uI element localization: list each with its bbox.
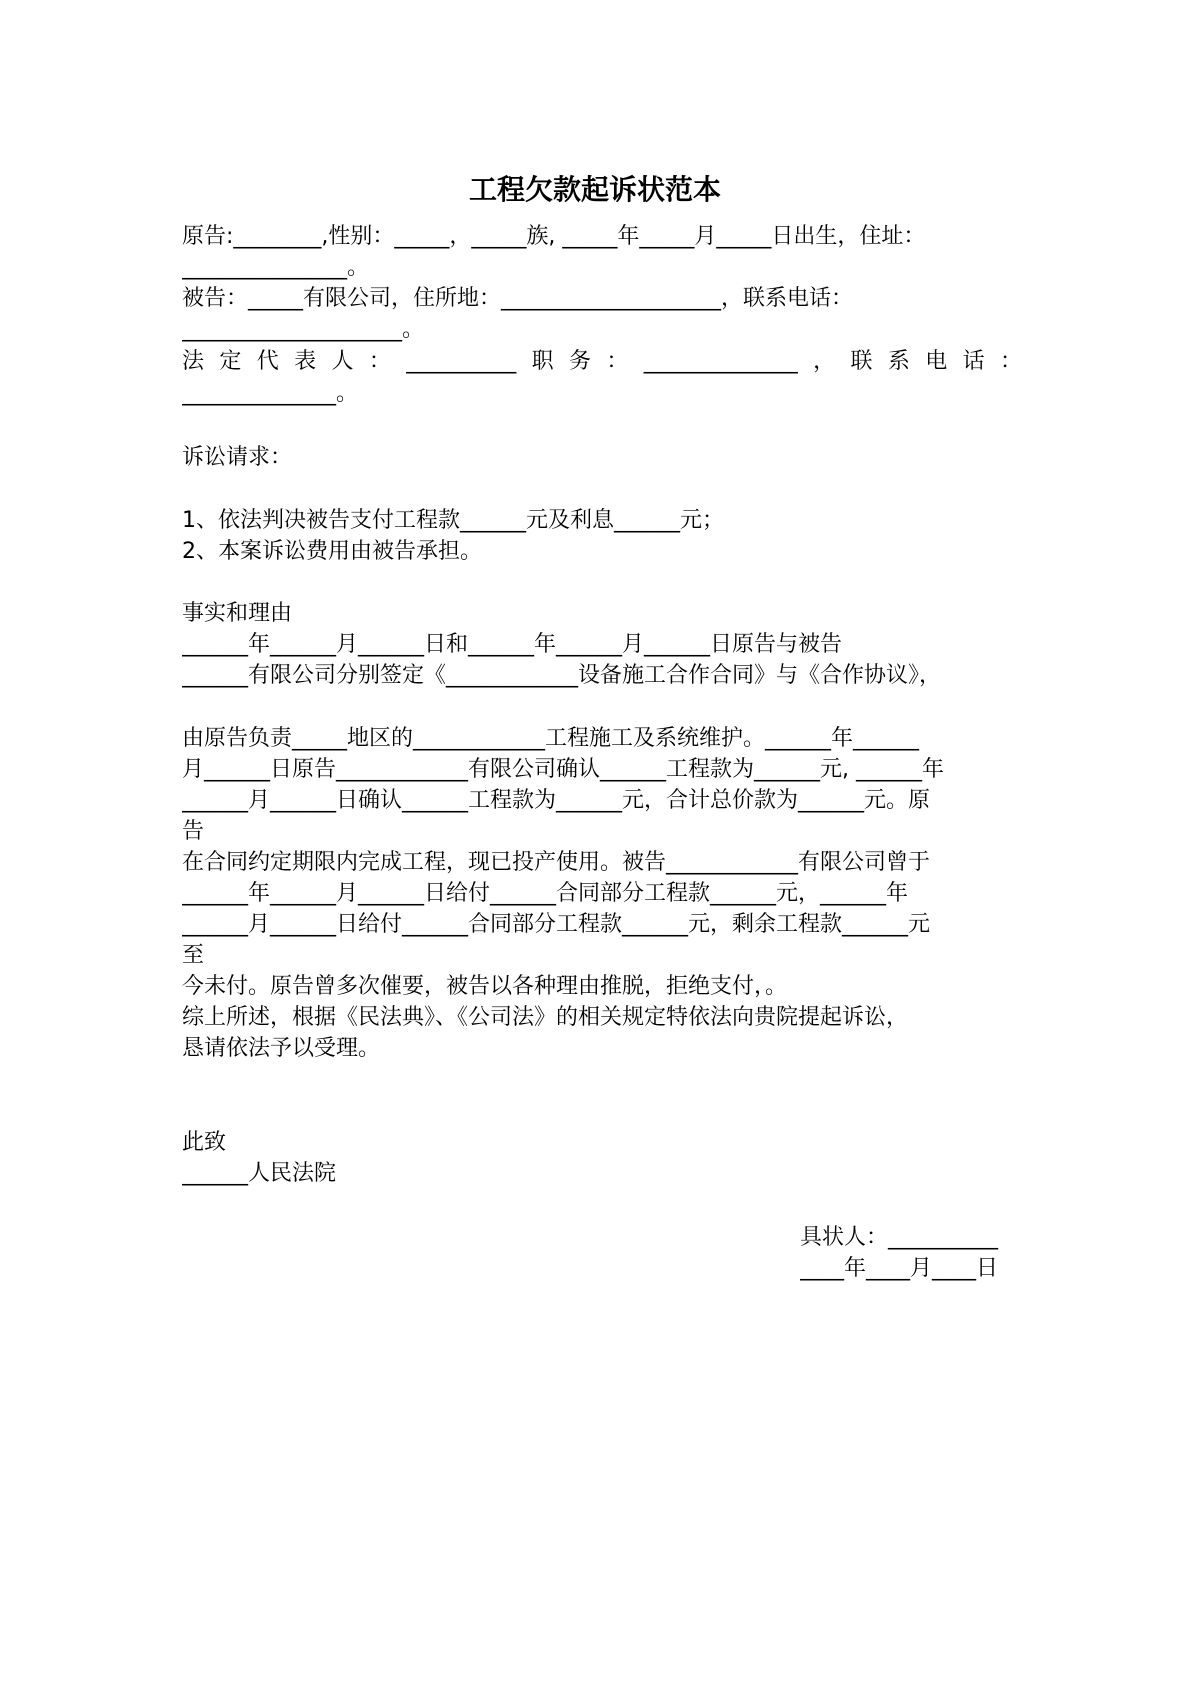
facts-line: 恳请依法予以受理。 <box>182 1036 381 1061</box>
facts-line: 综上所述，根据《民法典》、《公司法》的相关规定特依法向贵院提起诉讼， <box>182 1005 909 1030</box>
rep-part: 代 <box>256 349 279 374</box>
page-title: 工程欠款起诉状范本 <box>468 173 721 206</box>
claims-heading: 诉讼请求： <box>182 445 293 470</box>
court-name: ______人民法院 <box>182 1161 337 1186</box>
facts-line: ______年______月______日和______年______月______日原告与被告 <box>182 632 843 657</box>
defendant-line-2: ____________________。 <box>182 317 425 342</box>
rep-part: 法 <box>182 349 205 374</box>
facts-line: ______年______月______日给付______合同部分工程款______元，______年 <box>182 881 909 906</box>
plaintiff-line-2: _______________。 <box>182 255 370 280</box>
rep-part: 话 <box>962 349 985 374</box>
facts-line: 在合同约定期限内完成工程，现已投产使用。被告____________有限公司曾于 <box>182 850 931 875</box>
rep-part: 务 <box>568 349 591 374</box>
rep-part: __________ <box>406 349 517 374</box>
plaintiff-line-1: 原告:________,性别：_____，_____族, _____年_____月_____日出生，住址： <box>182 224 926 249</box>
facts-line: 由原告负责_____地区的____________工程施工及系统维护。______年______ <box>182 726 920 751</box>
signer-line: 具状人：__________ <box>800 1225 999 1250</box>
facts-line: 至 <box>182 943 205 968</box>
defendant-line-1: 被告：_____有限公司，住所地：____________________，联系电话： <box>182 286 854 311</box>
salutation: 此致 <box>182 1130 227 1155</box>
claim-item-1: 1、依法判决被告支付工程款______元及利息______元； <box>182 508 724 533</box>
claim-item-2: 2、本案诉讼费用由被告承担。 <box>182 539 482 564</box>
rep-part: 表 <box>294 349 317 374</box>
date-line: ____年____月____日 <box>800 1256 999 1281</box>
rep-part: 人 <box>331 349 354 374</box>
rep-part: 电 <box>925 349 948 374</box>
facts-line: 今未付。原告曾多次催要，被告以各种理由推脱，拒绝支付，。 <box>182 974 788 999</box>
facts-line: 告 <box>182 819 205 844</box>
facts-line: 月______日原告____________有限公司确认______工程款为______元, ______年 <box>182 757 944 782</box>
facts-line: ______月______日确认______工程款为______元，合计总价款为______元。原 <box>182 788 931 813</box>
rep-part: 职 <box>531 349 554 374</box>
rep-part: ： <box>999 349 1022 374</box>
facts-line: ______有限公司分别签定《____________设备施工合作合同》与《合作协议》， <box>182 663 942 688</box>
rep-part: 联 <box>850 349 873 374</box>
facts-heading: 事实和理由 <box>182 601 293 626</box>
rep-part: ： <box>368 349 391 374</box>
facts-line: ______月______日给付______合同部分工程款______元，剩余工程款______元 <box>182 912 931 937</box>
representative-line-1 <box>182 346 1022 377</box>
rep-part: 定 <box>219 349 242 374</box>
rep-part: ： <box>606 349 629 374</box>
rep-part: ， <box>813 349 836 374</box>
rep-part: ______________ <box>643 349 798 374</box>
representative-line-2: ______________。 <box>182 381 359 406</box>
rep-part: 系 <box>887 349 910 374</box>
